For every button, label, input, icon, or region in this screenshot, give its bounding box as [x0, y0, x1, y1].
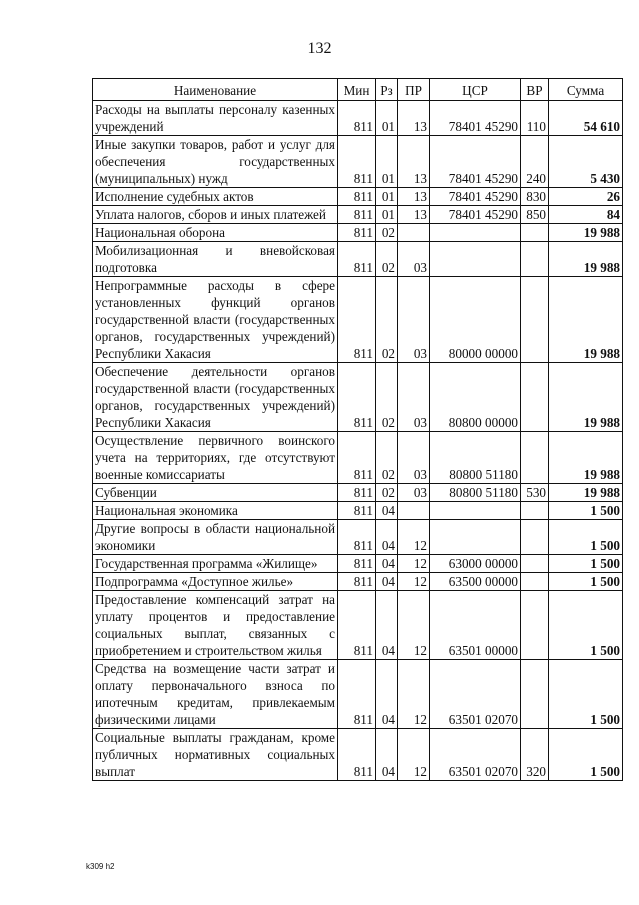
cell-sum: 1 500 [549, 502, 623, 520]
table-row [93, 277, 623, 363]
cell-pr: 12 [398, 573, 430, 591]
table-row [93, 101, 623, 136]
cell-rz: 04 [376, 502, 398, 520]
cell-name: Уплата налогов, сборов и иных платежей [93, 206, 338, 224]
table-row [93, 502, 623, 520]
cell-rz: 02 [376, 277, 398, 363]
cell-csr [430, 502, 521, 520]
cell-min: 811 [338, 660, 376, 729]
cell-min: 811 [338, 206, 376, 224]
cell-min: 811 [338, 277, 376, 363]
table-body [93, 101, 623, 781]
cell-rz: 04 [376, 555, 398, 573]
cell-rz: 04 [376, 520, 398, 555]
cell-vr [521, 432, 549, 484]
header-rz: Рз [376, 79, 398, 101]
cell-csr: 78401 45290 [430, 136, 521, 188]
cell-rz: 02 [376, 224, 398, 242]
cell-name: Мобилизационная и вневойсковая подготовка [93, 242, 338, 277]
cell-rz: 04 [376, 660, 398, 729]
cell-min: 811 [338, 484, 376, 502]
cell-rz: 04 [376, 573, 398, 591]
table-row [93, 206, 623, 224]
cell-vr: 240 [521, 136, 549, 188]
cell-name: Расходы на выплаты персоналу казенных учреждений [93, 101, 338, 136]
header-vr: ВР [521, 79, 549, 101]
cell-csr: 63501 00000 [430, 591, 521, 660]
header-name: Наименование [93, 79, 338, 101]
table-row [93, 188, 623, 206]
cell-csr: 80800 51180 [430, 432, 521, 484]
cell-vr: 850 [521, 206, 549, 224]
cell-name: Исполнение судебных актов [93, 188, 338, 206]
cell-sum: 19 988 [549, 277, 623, 363]
cell-min: 811 [338, 729, 376, 781]
cell-pr [398, 224, 430, 242]
header-sum: Сумма [549, 79, 623, 101]
cell-sum: 19 988 [549, 484, 623, 502]
cell-vr [521, 224, 549, 242]
cell-rz: 02 [376, 484, 398, 502]
header-pr: ПР [398, 79, 430, 101]
cell-name: Социальные выплаты гражданам, кроме публичных нормативных социальных выплат [93, 729, 338, 781]
cell-vr [521, 573, 549, 591]
cell-pr: 12 [398, 520, 430, 555]
cell-csr: 63501 02070 [430, 660, 521, 729]
cell-sum: 1 500 [549, 729, 623, 781]
cell-csr: 80800 00000 [430, 363, 521, 432]
cell-csr: 63501 02070 [430, 729, 521, 781]
cell-min: 811 [338, 555, 376, 573]
cell-pr: 13 [398, 188, 430, 206]
table-row [93, 520, 623, 555]
header-min: Мин [338, 79, 376, 101]
page-number: 132 [307, 40, 332, 57]
cell-vr [521, 277, 549, 363]
cell-csr [430, 520, 521, 555]
table-row [93, 363, 623, 432]
cell-min: 811 [338, 502, 376, 520]
header-csr: ЦСР [430, 79, 521, 101]
cell-vr [521, 502, 549, 520]
cell-name: Подпрограмма «Доступное жилье» [93, 573, 338, 591]
cell-min: 811 [338, 520, 376, 555]
cell-pr: 12 [398, 555, 430, 573]
cell-rz: 01 [376, 101, 398, 136]
cell-csr: 80800 51180 [430, 484, 521, 502]
cell-pr [398, 502, 430, 520]
cell-name: Иные закупки товаров, работ и услуг для обеспечения государственных (муниципальных) нужд [93, 136, 338, 188]
cell-csr: 63500 00000 [430, 573, 521, 591]
cell-csr: 80000 00000 [430, 277, 521, 363]
cell-sum: 26 [549, 188, 623, 206]
cell-pr: 13 [398, 206, 430, 224]
cell-pr: 03 [398, 242, 430, 277]
cell-name: Национальная оборона [93, 224, 338, 242]
cell-sum: 1 500 [549, 573, 623, 591]
cell-rz: 01 [376, 188, 398, 206]
cell-sum: 5 430 [549, 136, 623, 188]
cell-min: 811 [338, 432, 376, 484]
cell-sum: 19 988 [549, 242, 623, 277]
table-row [93, 660, 623, 729]
table-row [93, 136, 623, 188]
table-row [93, 484, 623, 502]
table-row [93, 591, 623, 660]
cell-csr: 78401 45290 [430, 101, 521, 136]
cell-min: 811 [338, 136, 376, 188]
cell-min: 811 [338, 363, 376, 432]
cell-rz: 02 [376, 432, 398, 484]
cell-pr: 03 [398, 363, 430, 432]
table-row [93, 729, 623, 781]
cell-csr: 78401 45290 [430, 188, 521, 206]
cell-sum: 1 500 [549, 591, 623, 660]
cell-pr: 13 [398, 101, 430, 136]
cell-vr [521, 242, 549, 277]
cell-sum: 1 500 [549, 660, 623, 729]
cell-vr: 530 [521, 484, 549, 502]
cell-rz: 02 [376, 242, 398, 277]
cell-vr: 830 [521, 188, 549, 206]
table-row [93, 224, 623, 242]
cell-csr: 63000 00000 [430, 555, 521, 573]
cell-pr: 13 [398, 136, 430, 188]
cell-rz: 02 [376, 363, 398, 432]
cell-vr: 110 [521, 101, 549, 136]
cell-vr [521, 591, 549, 660]
cell-name: Государственная программа «Жилище» [93, 555, 338, 573]
cell-min: 811 [338, 591, 376, 660]
cell-name: Предоставление компенсаций затрат на уплату процентов и предоставление социальных выплат, связанных с приобретением и строительством жилья [93, 591, 338, 660]
cell-pr: 12 [398, 591, 430, 660]
cell-rz: 01 [376, 136, 398, 188]
cell-sum: 1 500 [549, 520, 623, 555]
cell-min: 811 [338, 242, 376, 277]
cell-vr [521, 520, 549, 555]
cell-rz: 01 [376, 206, 398, 224]
cell-name: Средства на возмещение части затрат и оплату первоначального взноса по ипотечным кредитам, привлекаемым физическими лицами [93, 660, 338, 729]
cell-pr: 03 [398, 277, 430, 363]
cell-name: Осуществление первичного воинского учета на территориях, где отсутствуют военные комиссариаты [93, 432, 338, 484]
cell-sum: 84 [549, 206, 623, 224]
cell-name: Другие вопросы в области национальной экономики [93, 520, 338, 555]
cell-csr [430, 224, 521, 242]
table-row [93, 242, 623, 277]
cell-vr: 320 [521, 729, 549, 781]
table-row [93, 555, 623, 573]
cell-rz: 04 [376, 729, 398, 781]
cell-sum: 19 988 [549, 363, 623, 432]
cell-pr: 03 [398, 484, 430, 502]
table-row [93, 573, 623, 591]
cell-pr: 03 [398, 432, 430, 484]
cell-pr: 12 [398, 729, 430, 781]
cell-sum: 19 988 [549, 224, 623, 242]
cell-vr [521, 363, 549, 432]
cell-csr [430, 242, 521, 277]
cell-name: Непрограммные расходы в сфере установленных функций органов государственной власти (государственных органов, государственных учреждений) Республики Хакасия [93, 277, 338, 363]
table-header-row [93, 79, 623, 101]
cell-pr: 12 [398, 660, 430, 729]
cell-name: Национальная экономика [93, 502, 338, 520]
cell-csr: 78401 45290 [430, 206, 521, 224]
cell-min: 811 [338, 188, 376, 206]
table-row [93, 432, 623, 484]
cell-min: 811 [338, 573, 376, 591]
cell-sum: 54 610 [549, 101, 623, 136]
cell-min: 811 [338, 101, 376, 136]
footer-code: k309 h2 [86, 862, 115, 871]
cell-name: Обеспечение деятельности органов государственной власти (государственных органов, государственных учреждений) Республики Хакасия [93, 363, 338, 432]
cell-name: Субвенции [93, 484, 338, 502]
budget-table [92, 78, 623, 781]
cell-vr [521, 555, 549, 573]
cell-vr [521, 660, 549, 729]
cell-sum: 19 988 [549, 432, 623, 484]
cell-sum: 1 500 [549, 555, 623, 573]
cell-rz: 04 [376, 591, 398, 660]
cell-min: 811 [338, 224, 376, 242]
